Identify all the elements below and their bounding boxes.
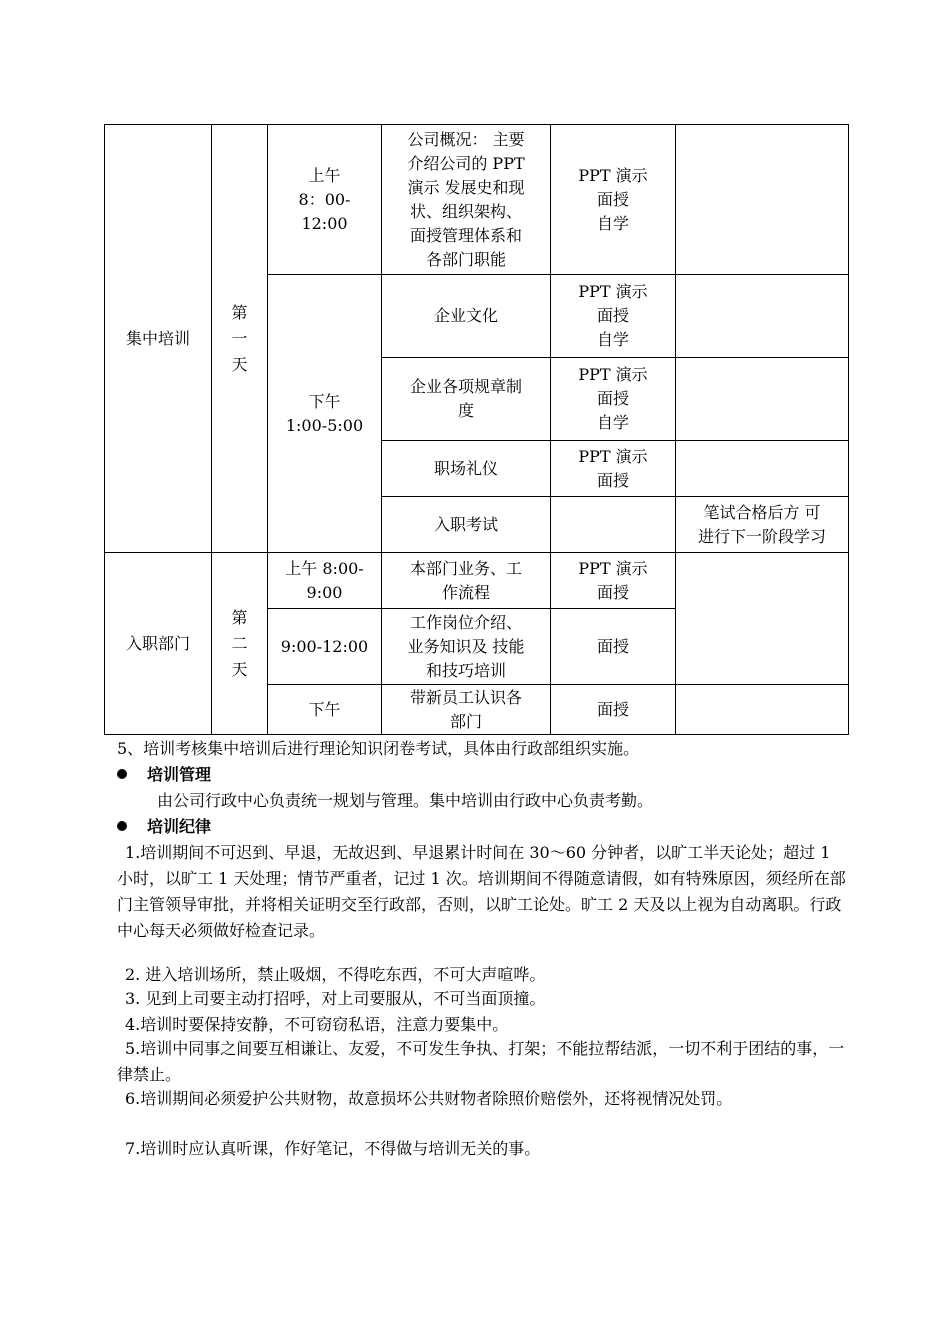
section-name-cell: 入职部门	[105, 553, 212, 735]
time-cell: 上午 8:00- 9:00	[268, 553, 382, 609]
time-cell: 下午 1:00-5:00	[268, 275, 382, 553]
table-row	[105, 125, 849, 275]
time-cell: 下午	[268, 685, 382, 735]
rule-paragraph: 6.培训期间必须爱护公共财物，故意损坏公共财物者除照价赔偿外，还将视情况处罚。	[125, 1089, 733, 1108]
rule-paragraph: 3. 见到上司要主动打招呼，对上司要服从，不可当面顶撞。	[125, 989, 546, 1008]
time-cell: 9:00-12:00	[268, 609, 382, 685]
training-schedule-table	[104, 124, 849, 735]
rule-paragraph: 4.培训时要保持安静，不可窃窃私语，注意力要集中。	[125, 1015, 509, 1034]
method-cell: PPT 演示 面授	[551, 553, 676, 609]
rule-paragraph: 2. 进入培训场所，禁止吸烟，不得吃东西，不可大声喧哗。	[125, 965, 546, 984]
method-cell: 面授	[551, 685, 676, 735]
content-cell: 企业各项规章制 度	[382, 358, 551, 441]
note-cell	[676, 553, 849, 685]
heading-text: 培训纪律	[147, 817, 212, 836]
day-cell: 第 二 天	[212, 553, 268, 735]
day-cell: 第 一 天	[212, 125, 268, 553]
content-cell: 入职考试	[382, 497, 551, 553]
bullet-icon	[117, 821, 127, 831]
content-cell: 本部门业务、工 作流程	[382, 553, 551, 609]
method-cell: PPT 演示 面授 自学	[551, 358, 676, 441]
time-cell: 上午 8：00- 12:00	[268, 125, 382, 275]
content-cell: 企业文化	[382, 275, 551, 358]
method-cell: PPT 演示 面授 自学	[551, 275, 676, 358]
content-cell: 工作岗位介绍、 业务知识及 技能 和技巧培训	[382, 609, 551, 685]
bullet-icon	[117, 769, 127, 779]
table-row	[105, 553, 849, 609]
rule-paragraph: 1.培训期间不可迟到、早退，无故迟到、早退累计时间在 30～60 分钟者，以旷工半天论处；超过 1 小时，以旷工 1 天处理；情节严重者，记过 1 次。培训期间不得随意请假，如有特殊原因，须经所在部门主管领导审批，并将相关证明交至行政部，否则，以旷工论处。旷工 2 天及以上视为自动离职。行政中心每天必须做好检查记录。	[117, 843, 846, 940]
assessment-paragraph: 5、培训考核集中培训后进行理论知识闭卷考试，具体由行政部组织实施。	[117, 739, 640, 758]
section-name-cell: 集中培训	[105, 125, 212, 553]
content-cell: 公司概况： 主要 介绍公司的 PPT 演示 发展史和现 状、组织架构、 面授管理体系和 各部门职能	[382, 125, 551, 275]
rule-paragraph: 5.培训中同事之间要互相谦让、友爱，不可发生争执、打架；不能拉帮结派，一切不利于团结的事，一律禁止。	[117, 1039, 845, 1084]
content-cell: 带新员工认识各 部门	[382, 685, 551, 735]
heading-text: 培训管理	[147, 765, 212, 784]
note-cell	[676, 441, 849, 497]
note-cell	[676, 275, 849, 358]
section-heading	[117, 762, 211, 788]
rule-paragraph: 7.培训时应认真听课，作好笔记，不得做与培训无关的事。	[125, 1139, 541, 1158]
note-cell	[676, 358, 849, 441]
method-cell	[551, 497, 676, 553]
note-cell	[676, 125, 849, 275]
method-cell: 面授	[551, 609, 676, 685]
note-cell: 笔试合格后方 可 进行下一阶段学习	[676, 497, 849, 553]
content-cell: 职场礼仪	[382, 441, 551, 497]
method-cell: PPT 演示 面授	[551, 441, 676, 497]
method-cell: PPT 演示 面授 自学	[551, 125, 676, 275]
note-cell	[676, 685, 849, 735]
section-heading	[117, 814, 211, 840]
management-paragraph: 由公司行政中心负责统一规划与管理。集中培训由行政中心负责考勤。	[157, 791, 654, 810]
